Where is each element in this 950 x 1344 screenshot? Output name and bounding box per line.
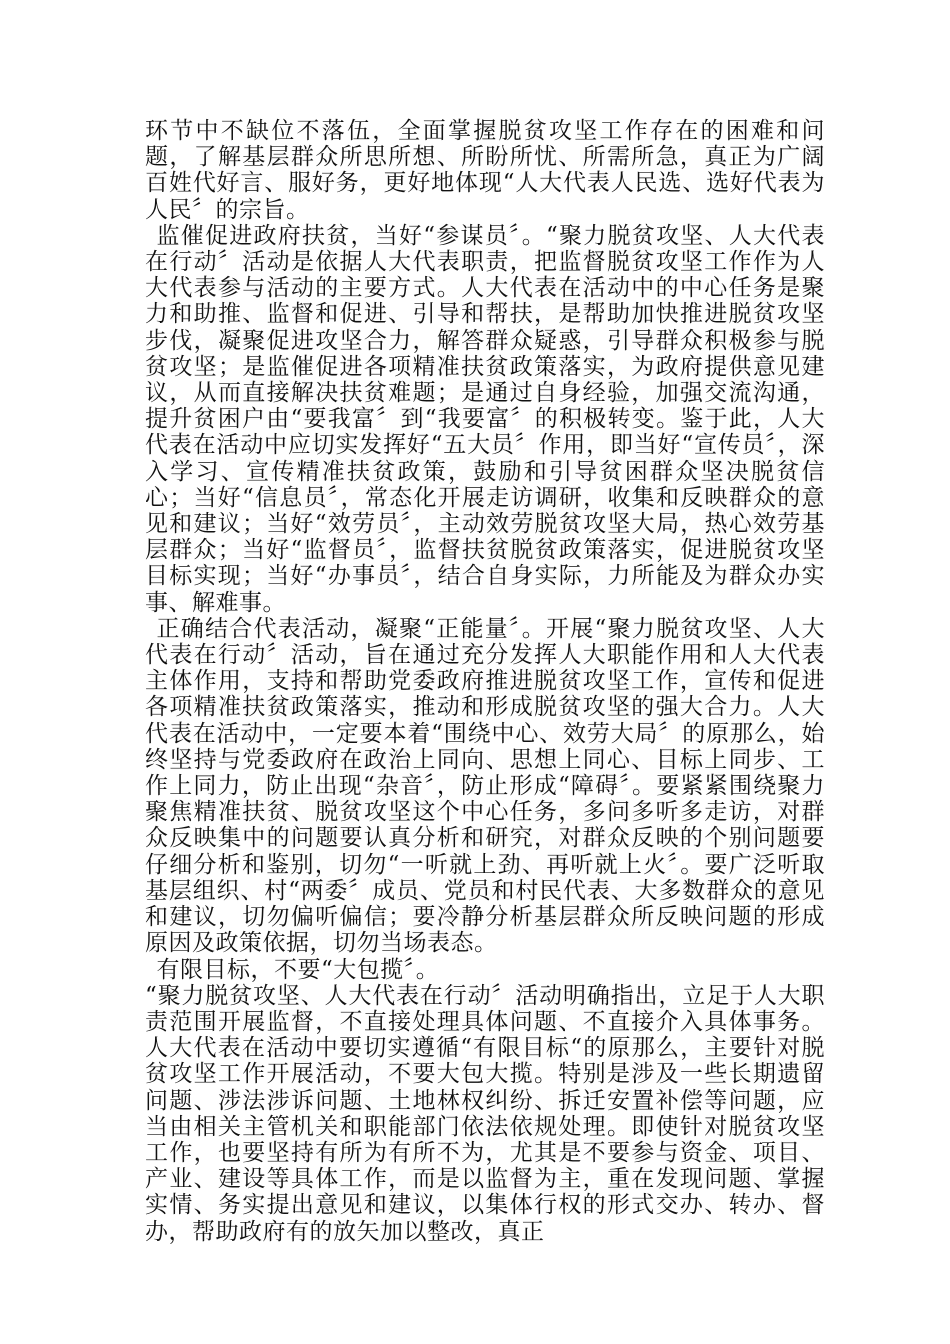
document-body [145,118,825,1245]
paragraph-5: “聚力脱贫攻坚、人大代表在行动〞活动明确指出，立足于人大职责范围开展监督，不直接处理具体问题、不直接介入具体事务。人大代表在活动中要切实遵循“有限目标“的原那么，主要针对脱贫攻坚工作开展活动，不要大包大揽。特别是涉及一些长期遗留问题、涉法涉诉问题、土地林权纠纷、拆迁安置补偿等问题，应当由相关主管机关和职能部门依法依规处理。即使针对脱贫攻坚工作，也要坚持有所为有所不为，尤其是不要参与资金、项目、产业、建设等具体工作，而是以监督为主，重在发现问题、掌握实情、务实提出意见和建议，以集体行权的形式交办、转办、督办，帮助政府有的放矢加以整改，真正 [145,982,825,1245]
paragraph-4: 有限目标，不要“大包揽〞。 [156,956,440,983]
paragraph-2: 监催促进政府扶贫，当好“参谋员〞。“聚力脱贫攻坚、人大代表在行动〞活动是依据人大代表职责，把监督脱贫攻坚工作作为人大代表参与活动的主要方式。人大代表在活动中的中心任务是聚力和助推、监督和促进、引导和帮扶，是帮助加快推进脱贫攻坚步伐，凝聚促进攻坚合力，解答群众疑惑，引导群众积极参与脱贫攻坚；是监催促进各项精准扶贫政策落实，为政府提供意见建议，从而直接解决扶贫难题；是通过自身经验，加强交流沟通，提升贫困户由“要我富〞到“我要富〞的积极转变。鉴于此，人大代表在活动中应切实发挥好“五大员〞作用，即当好“宣传员〞，深入学习、宣传精准扶贫政策，鼓励和引导贫困群众坚决脱贫信心；当好“信息员〞，常态化开展走访调研，收集和反映群众的意见和建议；当好“效劳员〞，主动效劳脱贫攻坚大局，热心效劳基层群众；当好“监督员〞，监督扶贫脱贫政策落实，促进脱贫攻坚目标实现；当好“办事员〞，结合自身实际，力所能及为群众办实事、解难事。 [145,222,825,616]
paragraph-1: 环节中不缺位不落伍，全面掌握脱贫攻坚工作存在的困难和问题，了解基层群众所思所想、所盼所忧、所需所急，真正为广阔百姓代好言、服好务，更好地体现“人大代表人民选、选好代表为人民〞的宗旨。 [145,118,825,223]
paragraph-3: 正确结合代表活动，凝聚“正能量〞。开展“聚力脱贫攻坚、人大代表在行动〞活动，旨在通过充分发挥人大职能作用和人大代表主体作用，支持和帮助党委政府推进脱贫攻坚工作，宣传和促进各项精准扶贫政策落实，推动和形成脱贫攻坚的强大合力。人大代表在活动中，一定要本着“围绕中心、效劳大局〞的原那么，始终坚持与党委政府在政治上同向、思想上同心、目标上同步、工作上同力，防止出现“杂音〞，防止形成“障碍〞。要紧紧围绕聚力聚焦精准扶贫、脱贫攻坚这个中心任务，多问多听多走访，对群众反映集中的问题要认真分析和研究，对群众反映的个别问题要仔细分析和鉴别，切勿“一听就上劲、再听就上火〞。要广泛听取基层组织、村“两委〞成员、党员和村民代表、大多数群众的意见和建议，切勿偏听偏信；要冷静分析基层群众所反映问题的形成原因及政策依据，切勿当场表态。 [145,615,825,957]
